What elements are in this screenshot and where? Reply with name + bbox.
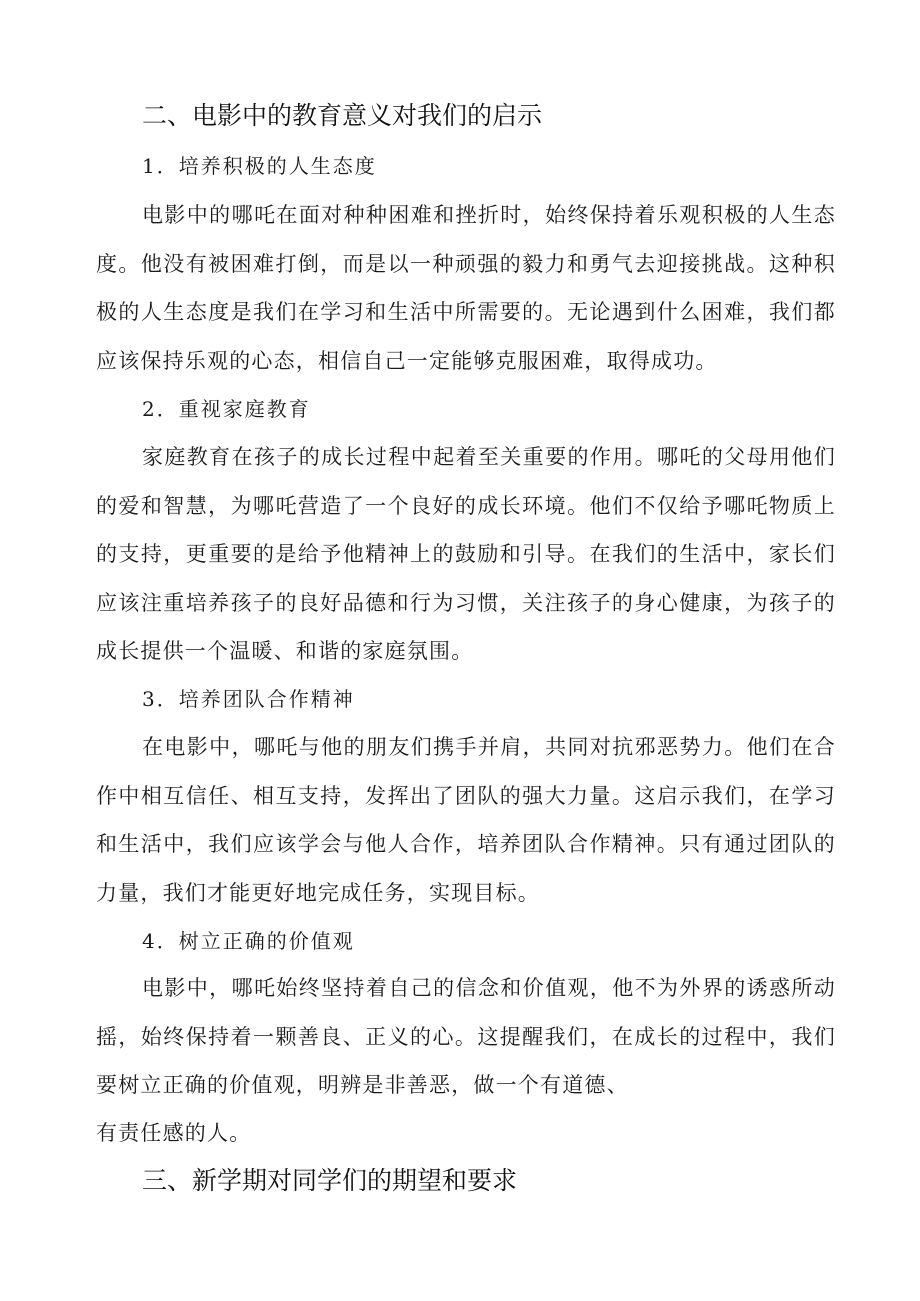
item1-title: 1．培养积极的人生态度 xyxy=(142,154,377,178)
section3-heading: 三、新学期对同学们的期望和要求 xyxy=(142,1166,518,1195)
item4-paragraph-continued: 有责任感的人。 xyxy=(96,1121,252,1145)
item4-paragraph: 电影中，哪吒始终坚持着自己的信念和价值观，他不为外界的诱惑所动摇，始终保持着一颗善良、正义的心。这提醒我们，在成长的过程中，我们要树立正确的价值观，明辨是非善恶，做一个有道德、 xyxy=(96,976,836,1097)
item4-title: 4．树立正确的价值观 xyxy=(142,929,355,953)
item3-paragraph: 在电影中，哪吒与他的朋友们携手并肩，共同对抗邪恶势力。他们在合作中相互信任、相互支持，发挥出了团队的强大力量。这启示我们，在学习和生活中，我们应该学会与他人合作，培养团队合作精神。只有通过团队的力量，我们才能更好地完成任务，实现目标。 xyxy=(96,735,836,905)
item3-title: 3．培养团队合作精神 xyxy=(142,687,355,711)
section2-heading: 二、电影中的教育意义对我们的启示 xyxy=(142,101,543,130)
item2-paragraph: 家庭教育在孩子的成长过程中起着至关重要的作用。哪吒的父母用他们的爱和智慧，为哪吒营造了一个良好的成长环境。他们不仅给予哪吒物质上的支持，更重要的是给予他精神上的鼓励和引导。在我们的生活中，家长们应该注重培养孩子的良好品德和行为习惯，关注孩子的身心健康，为孩子的成长提供一个温暖、和谐的家庭氛围。 xyxy=(96,445,836,663)
item2-title: 2．重视家庭教育 xyxy=(142,397,311,421)
item1-paragraph: 电影中的哪吒在面对种种困难和挫折时，始终保持着乐观积极的人生态度。他没有被困难打倒，而是以一种顽强的毅力和勇气去迎接挑战。这种积极的人生态度是我们在学习和生活中所需要的。无论遇到什么困难，我们都应该保持乐观的心态，相信自己一定能够克服困难，取得成功。 xyxy=(96,203,836,373)
